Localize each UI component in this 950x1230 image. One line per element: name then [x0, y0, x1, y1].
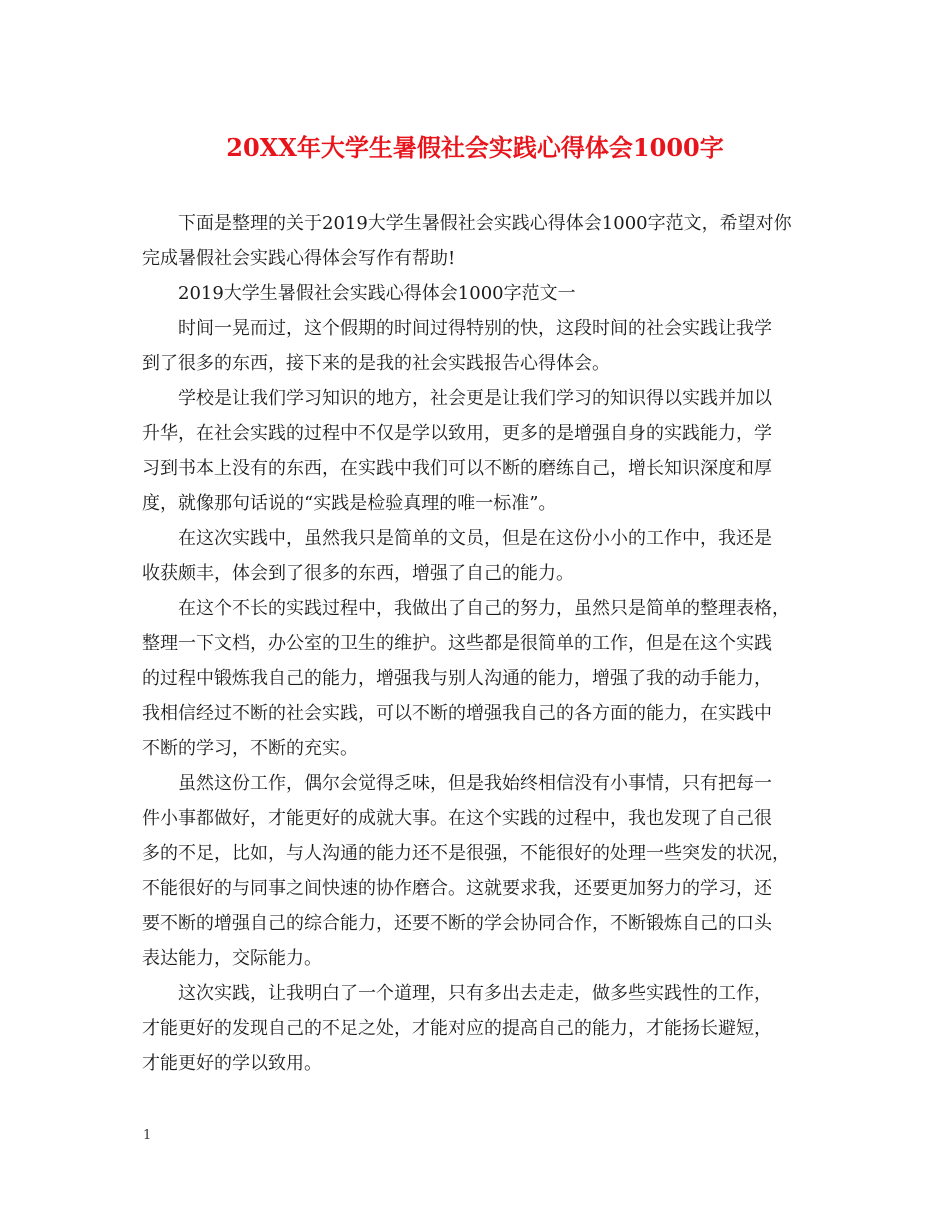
text-line: 2019大学生暑假社会实践心得体会1000字范文一 [178, 283, 576, 304]
text-line: 我相信经过不断的社会实践，可以不断的增强我自己的各方面的能力，在实践中 [142, 703, 772, 724]
text-line: 件小事都做好，才能更好的成就大事。在这个实践的过程中，我也发现了自己很 [142, 808, 772, 829]
document-body [142, 206, 822, 1081]
text-line: 不能很好的与同事之间快速的协作磨合。这就要求我，还要更加努力的学习，还 [142, 878, 772, 899]
text-line: 表达能力，交际能力。 [142, 948, 322, 969]
text-line: 要不断的增强自己的综合能力，还要不断的学会协同合作，不断锻炼自己的口头 [142, 913, 772, 934]
text-line: 时间一晃而过，这个假期的时间过得特别的快，这段时间的社会实践让我学 [178, 318, 772, 339]
text-line: 下面是整理的关于2019大学生暑假社会实践心得体会1000字范文，希望对你 [178, 213, 792, 234]
text-line: 不断的学习，不断的充实。 [142, 738, 358, 759]
paragraph-intro [142, 206, 822, 276]
text-line: 多的不足，比如，与人沟通的能力还不是很强，不能很好的处理一些突发的状况， [142, 843, 790, 864]
text-line: 在这个不长的实践过程中，我做出了自己的努力，虽然只是简单的整理表格， [178, 598, 790, 619]
document-title: 20XX年大学生暑假社会实践心得体会1000字 [226, 133, 724, 162]
paragraph-4 [142, 591, 822, 766]
text-line: 习到书本上没有的东西，在实践中我们可以不断的磨练自己，增长知识深度和厚 [142, 458, 772, 479]
paragraph-2 [142, 381, 822, 521]
text-line: 学校是让我们学习知识的地方，社会更是让我们学习的知识得以实践并加以 [178, 388, 772, 409]
text-line: 才能更好的学以致用。 [142, 1053, 322, 1074]
text-line: 的过程中锻炼我自己的能力，增强我与别人沟通的能力，增强了我的动手能力， [142, 668, 772, 689]
text-line: 虽然这份工作，偶尔会觉得乏味，但是我始终相信没有小事情，只有把每一 [178, 773, 772, 794]
paragraph-6 [142, 976, 822, 1081]
paragraph-subheading [142, 276, 822, 311]
paragraph-5 [142, 766, 822, 976]
text-line: 这次实践，让我明白了一个道理，只有多出去走走，做多些实践性的工作， [178, 983, 772, 1004]
text-line: 完成暑假社会实践心得体会写作有帮助! [142, 248, 456, 269]
text-line: 收获颇丰，体会到了很多的东西，增强了自己的能力。 [142, 563, 574, 584]
text-line: 升华，在社会实践的过程中不仅是学以致用，更多的是增强自身的实践能力，学 [142, 423, 772, 444]
text-line: 到了很多的东西，接下来的是我的社会实践报告心得体会。 [142, 353, 610, 374]
text-line: 在这次实践中，虽然我只是简单的文员，但是在这份小小的工作中，我还是 [178, 528, 772, 549]
paragraph-1 [142, 311, 822, 381]
text-line: 才能更好的发现自己的不足之处，才能对应的提高自己的能力，才能扬长避短， [142, 1018, 772, 1039]
text-line: 整理一下文档，办公室的卫生的维护。这些都是很简单的工作，但是在这个实践 [142, 633, 772, 654]
page-number: 1 [143, 1128, 152, 1143]
text-line: 度，就像那句话说的“实践是检验真理的唯一标准”。 [142, 493, 557, 514]
paragraph-3 [142, 521, 822, 591]
